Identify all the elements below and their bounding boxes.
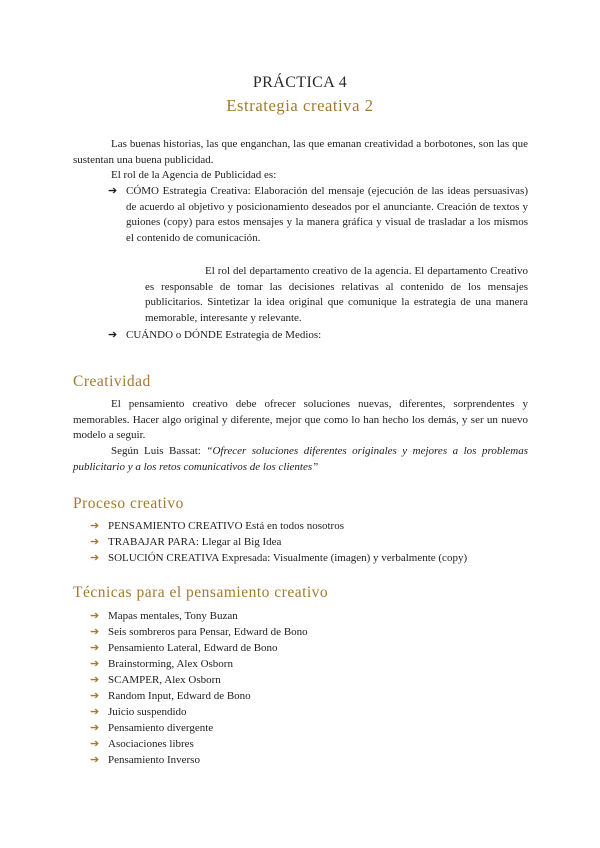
section-heading-creatividad: Creatividad bbox=[73, 373, 151, 390]
section-heading-tecnicas: Técnicas para el pensamiento creativo bbox=[73, 584, 329, 601]
intro-paragraph: Las buenas historias, las que enganchan, las que emanan creatividad a borbotones, son las que sustentan una buena publicidad. bbox=[73, 138, 528, 166]
arrow-right-icon: ➔ bbox=[90, 690, 100, 702]
list-item: ➔ TRABAJAR PARA: Llegar al Big Idea bbox=[90, 536, 282, 548]
arrow-right-icon: ➔ bbox=[90, 706, 100, 718]
arrow-item-text: CUÁNDO o DÓNDE Estrategia de Medios: bbox=[126, 329, 322, 341]
list-item: ➔ Juicio suspendido bbox=[90, 706, 187, 718]
quote-text: “Ofrecer soluciones diferentes originales y mejores a los problemas publicitario y a los retos comunicativos de los clientes” bbox=[73, 445, 528, 473]
quote-prefix: Según Luis Bassat: bbox=[111, 445, 207, 457]
bassat-quote-paragraph bbox=[73, 444, 528, 475]
proceso-list bbox=[90, 518, 467, 566]
arrow-right-icon: ➔ bbox=[90, 610, 100, 622]
arrow-right-icon: ➔ bbox=[90, 658, 100, 670]
page-title: PRÁCTICA 4 bbox=[252, 74, 348, 91]
list-item: ➔ Pensamiento divergente bbox=[90, 722, 214, 734]
arrow-right-icon: ➔ bbox=[90, 738, 100, 750]
arrow-right-icon: ➔ bbox=[90, 722, 100, 734]
section-heading-proceso: Proceso creativo bbox=[73, 495, 184, 512]
arrow-item-como bbox=[108, 184, 528, 246]
list-item: ➔ Brainstorming, Alex Osborn bbox=[90, 658, 233, 670]
list-item: ➔ Pensamiento Lateral, Edward de Bono bbox=[90, 642, 278, 654]
arrow-right-icon: ➔ bbox=[90, 536, 100, 548]
arrow-right-icon: ➔ bbox=[90, 520, 100, 532]
list-item: ➔ Mapas mentales, Tony Buzan bbox=[90, 610, 238, 622]
list-item: ➔ PENSAMIENTO CREATIVO Está en todos nosotros bbox=[90, 520, 344, 532]
list-item: ➔ Asociaciones libres bbox=[90, 738, 194, 750]
arrow-right-icon: ➔ bbox=[90, 552, 100, 564]
page-subtitle: Estrategia creativa 2 bbox=[226, 96, 374, 115]
arrow-right-icon: ➔ bbox=[90, 674, 100, 686]
creative-department-paragraph: El rol del departamento creativo de la agencia. El departamento Creativo es responsable de tomar las decisiones relativas al contenido de los mensajes publicitarios. Sintetizar la idea original que comunique la estrategia de una manera memorable, interesante y relevante. bbox=[145, 265, 528, 324]
arrow-right-icon: ➔ bbox=[90, 626, 100, 638]
list-item: ➔ SCAMPER, Alex Osborn bbox=[90, 674, 221, 686]
list-item: ➔ Random Input, Edward de Bono bbox=[90, 690, 251, 702]
arrow-item-text: CÓMO Estrategia Creativa: Elaboración del mensaje (ejecución de las ideas persuasivas) de acuerdo al objetivo y posicionamiento deseados por el anunciante. Creación de textos y guiones (copy) para estos mensajes y la manera gráfica y visual de trasladar a los mismos el contenido de comunicación. bbox=[126, 185, 528, 244]
arrow-right-icon: ➔ bbox=[108, 185, 118, 197]
arrow-right-icon: ➔ bbox=[108, 329, 118, 341]
tecnicas-list bbox=[90, 608, 308, 768]
list-item: ➔ Seis sombreros para Pensar, Edward de Bono bbox=[90, 626, 308, 638]
agency-role-paragraph: El rol de la Agencia de Publicidad es: bbox=[111, 169, 277, 181]
arrow-right-icon: ➔ bbox=[90, 754, 100, 766]
creatividad-paragraph: El pensamiento creativo debe ofrecer soluciones nuevas, diferentes, sorprendentes y memorables. Hacer algo original y diferente, mejor que como lo han hecho los demás, y ser un nuevo modelo a seguir. bbox=[73, 398, 528, 441]
arrow-right-icon: ➔ bbox=[90, 642, 100, 654]
arrow-item-cuando bbox=[108, 328, 528, 344]
list-item: ➔ Pensamiento Inverso bbox=[90, 754, 200, 766]
list-item: ➔ SOLUCIÓN CREATIVA Expresada: Visualmente (imagen) y verbalmente (copy) bbox=[90, 552, 468, 564]
